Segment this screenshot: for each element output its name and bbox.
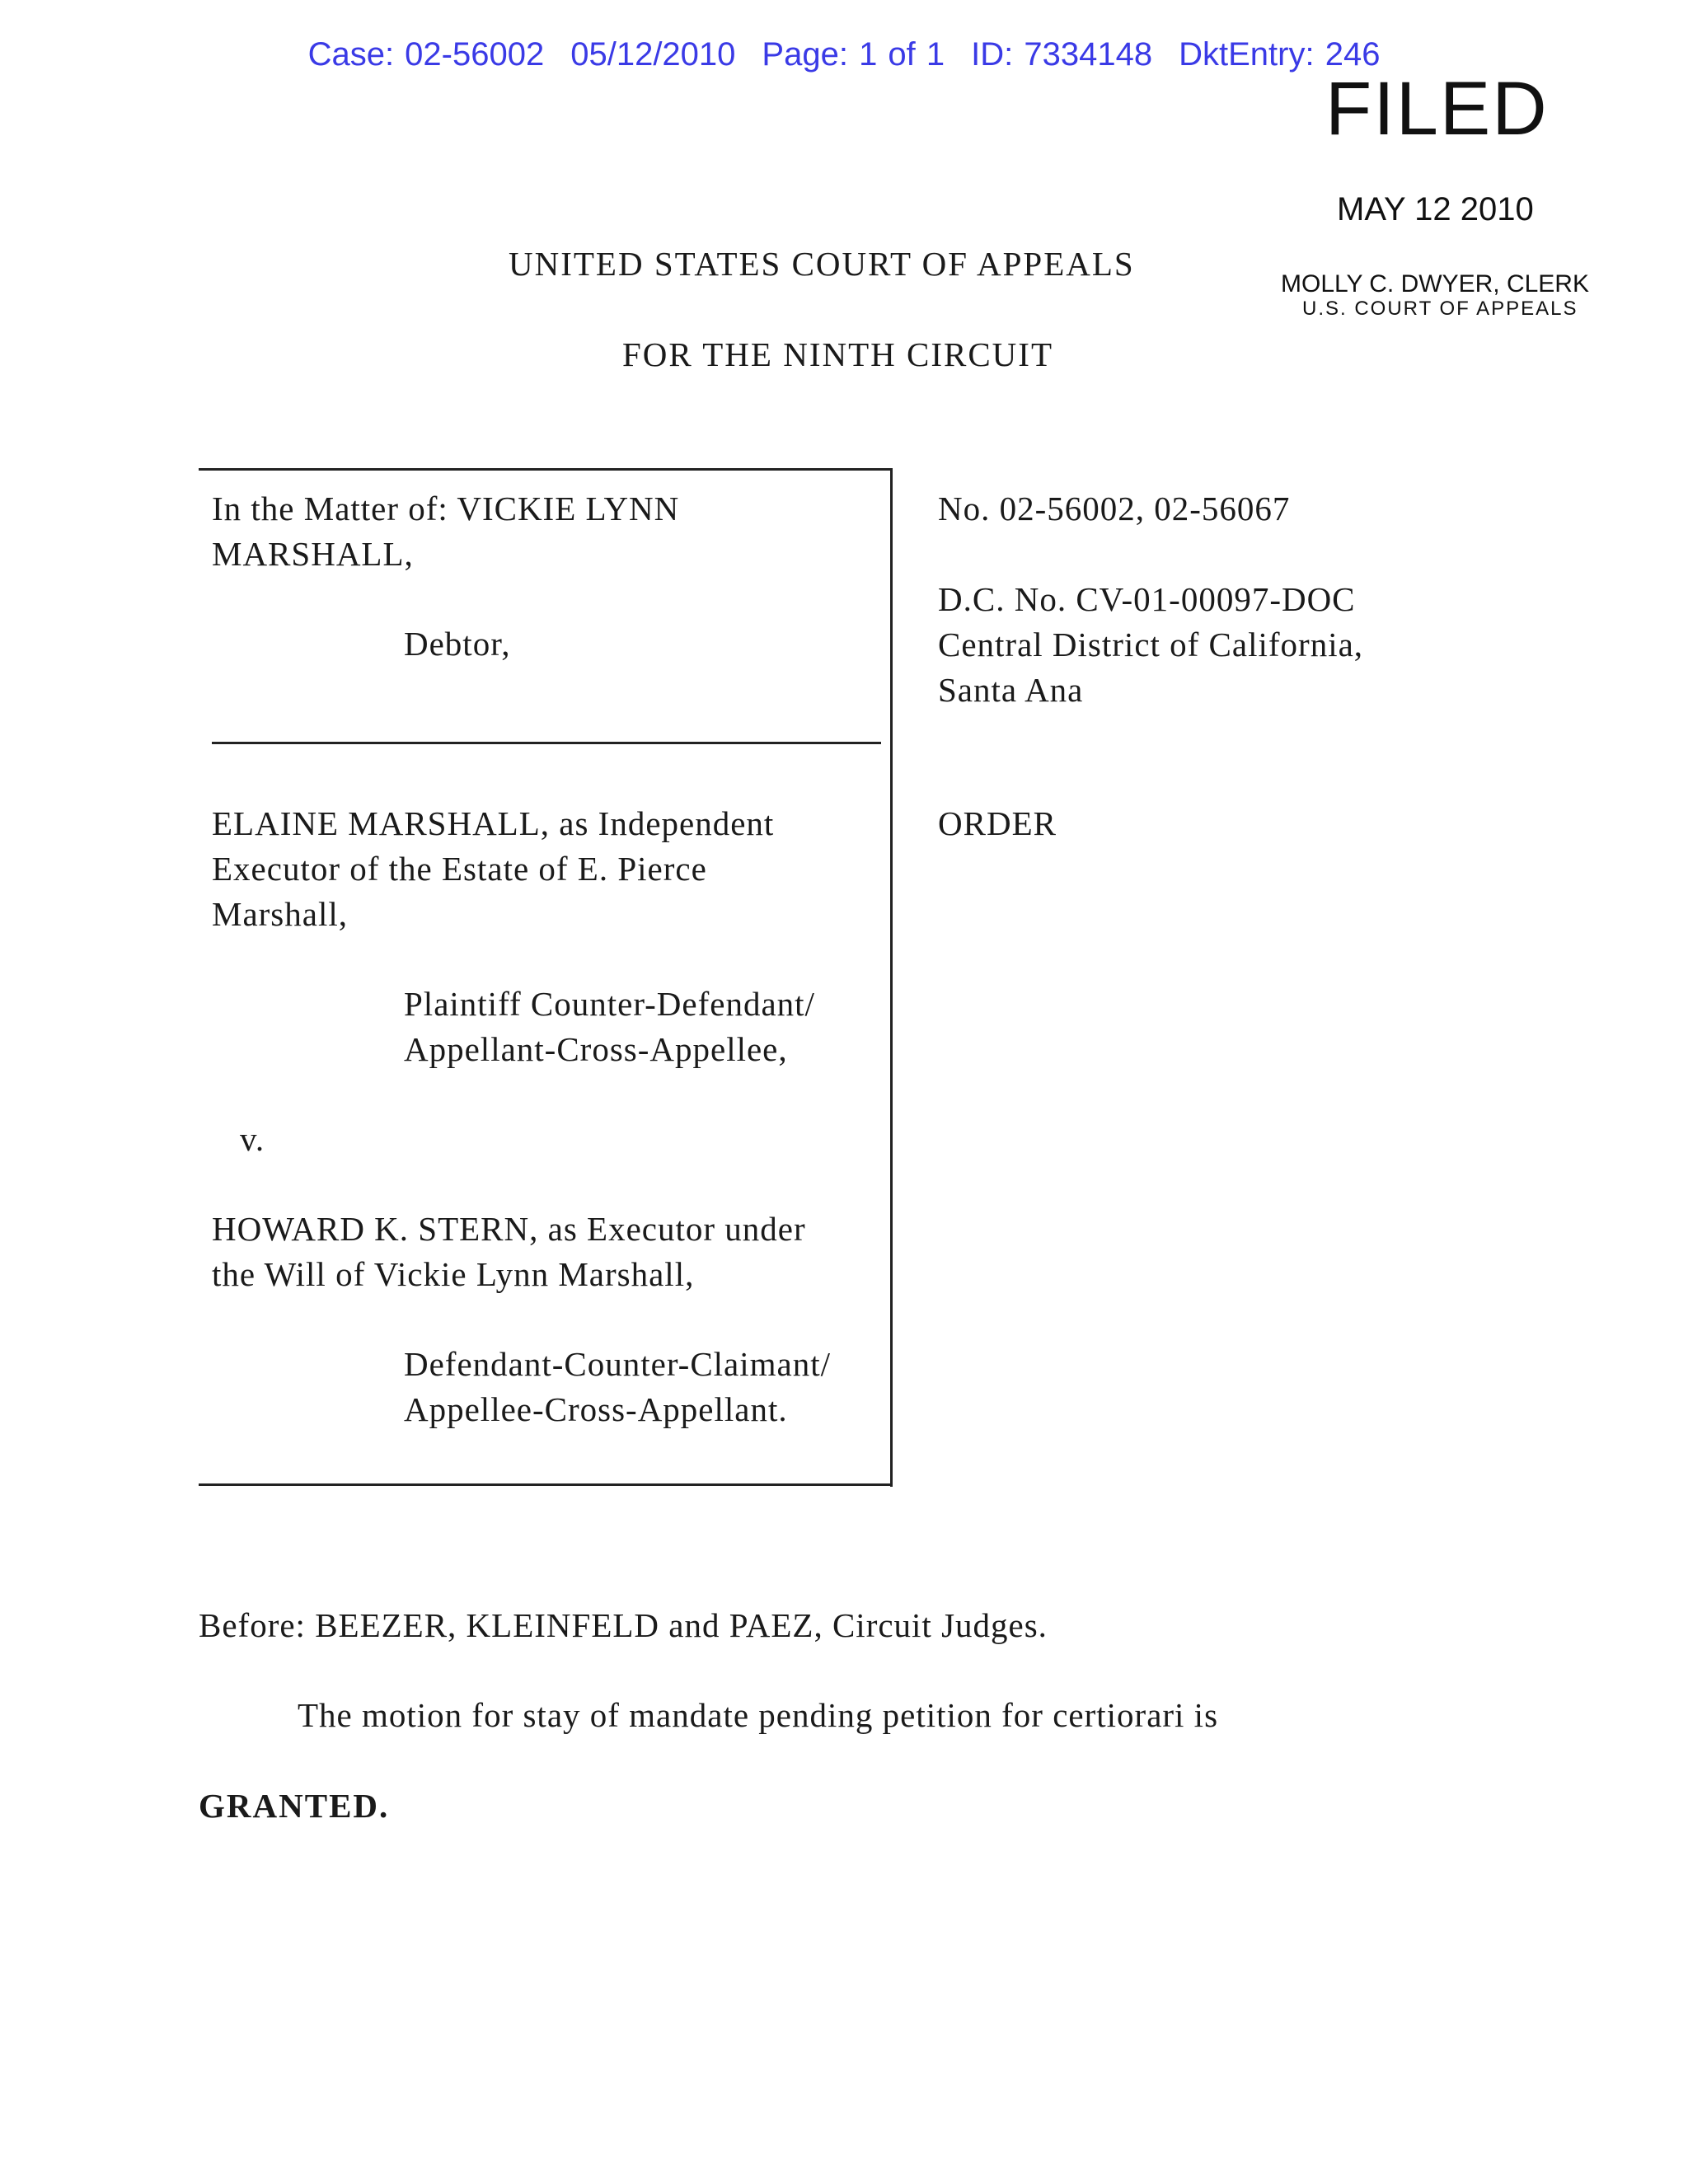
party2-role-line-1: Defendant-Counter-Claimant/ [404, 1345, 832, 1383]
header-id: ID: 7334148 [971, 36, 1153, 73]
versus: v. [240, 1120, 265, 1158]
caption-top-rule [199, 468, 893, 471]
party1-line-2: Executor of the Estate of E. Pierce [212, 850, 707, 888]
filed-date: MAY 12 2010 [1337, 191, 1534, 227]
header-date: 05/12/2010 [570, 36, 736, 73]
court-name: UNITED STATES COURT OF APPEALS [509, 245, 1135, 283]
district-court-name: Central District of California, [938, 626, 1364, 663]
document-type: ORDER [938, 804, 1057, 842]
header-dkt-entry: DktEntry: 246 [1179, 36, 1381, 73]
header-page: Page: 1 of 1 [762, 36, 945, 73]
party1-role-line-1: Plaintiff Counter-Defendant/ [404, 985, 815, 1023]
order-disposition: GRANTED. [199, 1787, 390, 1825]
caption-right-rule [890, 468, 893, 1487]
filed-stamp: FILED [1325, 67, 1549, 151]
caption-bottom-rule [199, 1483, 893, 1486]
district-court-number: D.C. No. CV-01-00097-DOC [938, 580, 1356, 618]
debtor-role: Debtor, [404, 625, 511, 663]
case-numbers: No. 02-56002, 02-56067 [938, 490, 1291, 527]
clerk-name: MOLLY C. DWYER, CLERK [1281, 270, 1589, 298]
court-circuit: FOR THE NINTH CIRCUIT [622, 335, 1053, 373]
party2-line-1: HOWARD K. STERN, as Executor under [212, 1210, 806, 1248]
caption-divider-rule [212, 742, 881, 744]
matter-line-1: In the Matter of: VICKIE LYNN [212, 490, 680, 527]
order-motion-text: The motion for stay of mandate pending petition for certiorari is [298, 1696, 1219, 1734]
district-court-location: Santa Ana [938, 671, 1084, 709]
clerk-court: U.S. COURT OF APPEALS [1302, 298, 1578, 320]
party2-role-line-2: Appellee-Cross-Appellant. [404, 1390, 788, 1428]
party1-role-line-2: Appellant-Cross-Appellee, [404, 1030, 788, 1068]
header-case: Case: 02-56002 [307, 36, 545, 73]
party1-line-3: Marshall, [212, 895, 348, 933]
party1-line-1: ELAINE MARSHALL, as Independent [212, 804, 775, 842]
matter-line-2: MARSHALL, [212, 535, 414, 573]
party2-line-2: the Will of Vickie Lynn Marshall, [212, 1255, 695, 1293]
panel-judges: Before: BEEZER, KLEINFELD and PAEZ, Circuit Judges. [199, 1606, 1048, 1644]
